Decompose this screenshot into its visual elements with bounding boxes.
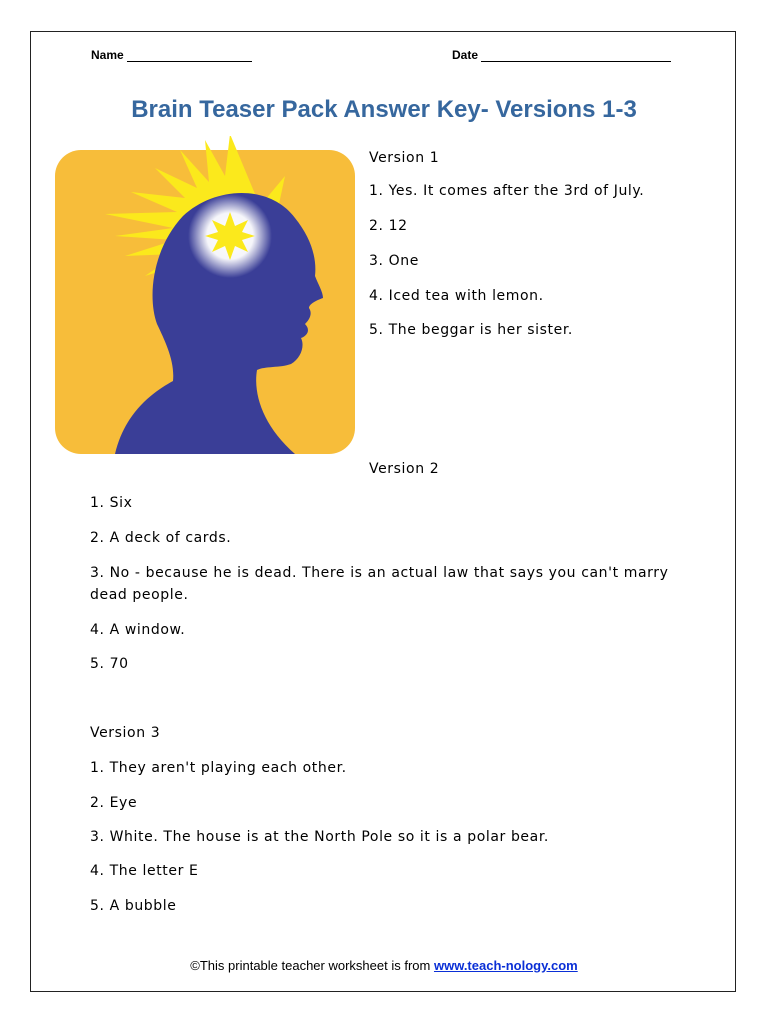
version-3-answer-4: 4. The letter E: [90, 863, 199, 879]
name-label: Name: [91, 48, 124, 62]
version-1-answer-1: 1. Yes. It comes after the 3rd of July.: [369, 183, 645, 199]
version-3-heading: Version 3: [90, 725, 161, 741]
version-1-answer-4: 4. Iced tea with lemon.: [369, 288, 544, 304]
version-2-answer-1: 1. Six: [90, 495, 133, 511]
name-line: [127, 49, 252, 62]
version-3-answer-2: 2. Eye: [90, 795, 138, 811]
footer-text: ©This printable teacher worksheet is from: [190, 958, 434, 973]
version-3-answer-1: 1. They aren't playing each other.: [90, 760, 347, 776]
page-title: Brain Teaser Pack Answer Key- Versions 1-3: [131, 96, 637, 123]
brain-head-logo: [55, 136, 355, 456]
version-2-answer-2: 2. A deck of cards.: [90, 530, 232, 546]
footer-credit: [0, 958, 768, 973]
teach-nology-link[interactable]: www.teach-nology.com: [433, 958, 578, 973]
version-3-answer-3: 3. White. The house is at the North Pole so it is a polar bear.: [90, 829, 549, 845]
date-line: [481, 49, 671, 62]
version-2-answer-3: 3. No - because he is dead. There is an actual law that says you can't marry dead people.: [90, 565, 669, 603]
version-2-answer-4: 4. A window.: [90, 622, 186, 638]
version-1-answer-3: 3. One: [369, 253, 419, 269]
version-3-answer-5: 5. A bubble: [90, 898, 177, 914]
date-label: Date: [452, 48, 479, 62]
date-field[interactable]: [452, 48, 671, 62]
version-1-answer-2: 2. 12: [369, 218, 408, 234]
name-field[interactable]: [91, 48, 252, 62]
version-1-answer-5: 5. The beggar is her sister.: [369, 322, 573, 338]
version-1-heading: Version 1: [369, 150, 440, 166]
version-2-answer-5: 5. 70: [90, 656, 129, 672]
version-2-heading: Version 2: [369, 461, 440, 477]
